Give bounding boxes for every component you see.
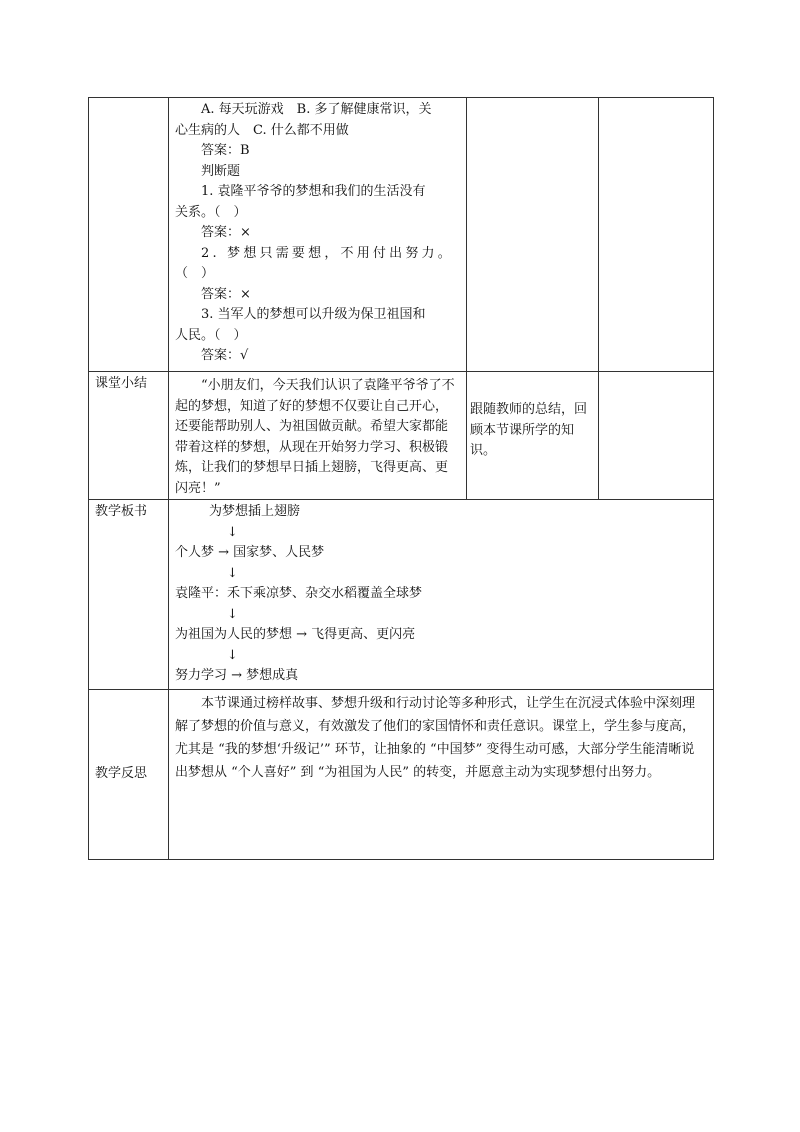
board-line: 个人梦 → 国家梦、人民梦 [175, 545, 325, 560]
exercise-line: A. 每天玩游戏 B. 多了解健康常识，关 [201, 102, 432, 117]
down-arrow-icon: ↓ [227, 524, 238, 540]
board-label: 教学板书 [89, 500, 169, 690]
exercise-heading: 判断题 [201, 163, 241, 179]
exercise-answer: 答案：× [201, 286, 251, 302]
exercise-row [89, 98, 714, 372]
board-title: 为梦想插上翅膀 [209, 504, 301, 519]
board-line: 为祖国为人民的梦想 → 飞得更高、更闪亮 [175, 627, 416, 642]
exercise-line: 心生病的人 C. 什么都不用做 [175, 122, 349, 138]
summary-label: 课堂小结 [89, 372, 169, 500]
board-line: 努力学习 → 梦想成真 [175, 668, 299, 683]
exercise-line: 关系。（ ） [175, 204, 247, 220]
board-content-cell [169, 500, 714, 690]
exercise-intent-cell [599, 98, 714, 372]
exercise-line: 1. 袁隆平爷爷的梦想和我们的生活没有 [201, 184, 426, 199]
exercise-student-cell [467, 98, 599, 372]
summary-intent-cell [599, 372, 714, 500]
exercise-answer: 答案：√ [201, 348, 249, 363]
lesson-plan-table [88, 97, 714, 860]
reflection-label: 教学反思 [89, 690, 169, 860]
summary-teacher-cell [169, 372, 467, 500]
board-line: 袁隆平：禾下乘凉梦、杂交水稻覆盖全球梦 [175, 586, 423, 601]
exercise-answer: 答案：B [201, 143, 250, 158]
summary-student-text: 跟随教师的总结，回顾本节课所学的知识。 [470, 402, 588, 458]
exercise-line: 3. 当军人的梦想可以升级为保卫祖国和 [201, 307, 426, 322]
exercise-label-cell [89, 98, 169, 372]
exercise-answer: 答案：× [201, 225, 251, 240]
exercise-line: 2. 梦想只需要想，不用付出努力。 [201, 245, 454, 261]
down-arrow-icon: ↓ [227, 647, 238, 663]
summary-row [89, 372, 714, 500]
reflection-row [89, 690, 714, 860]
down-arrow-icon: ↓ [227, 565, 238, 581]
exercise-content-cell [169, 98, 467, 372]
board-row [89, 500, 714, 690]
summary-student-cell [467, 372, 599, 500]
exercise-line: 人民。（ ） [175, 327, 247, 343]
summary-teacher-text: “小朋友们，今天我们认识了袁隆平爷爷了不起的梦想，知道了好的梦想不仅要让自己开心，还要能帮助别人、为祖国做贡献。希望大家都能带着这样的梦想，从现在开始努力学习、积极锻炼，让我们的梦想早日插上翅膀，飞得更高、更闪亮！” [175, 378, 455, 496]
down-arrow-icon: ↓ [227, 606, 238, 622]
reflection-text: 本节课通过榜样故事、梦想升级和行动讨论等多种形式，让学生在沉浸式体验中深刻理解了梦想的价值与意义，有效激发了他们的家国情怀和责任意识。课堂上，学生参与度高，尤其是 “我的梦想‘升级记’” 环节，让抽象的 “中国梦” 变得生动可感，大部分学生能清晰说出梦想从 “个人喜好” 到 “为祖国为人民” 的转变，并愿意主动为实现梦想付出努力。 [169, 690, 714, 860]
exercise-line: （ ） [175, 266, 215, 281]
